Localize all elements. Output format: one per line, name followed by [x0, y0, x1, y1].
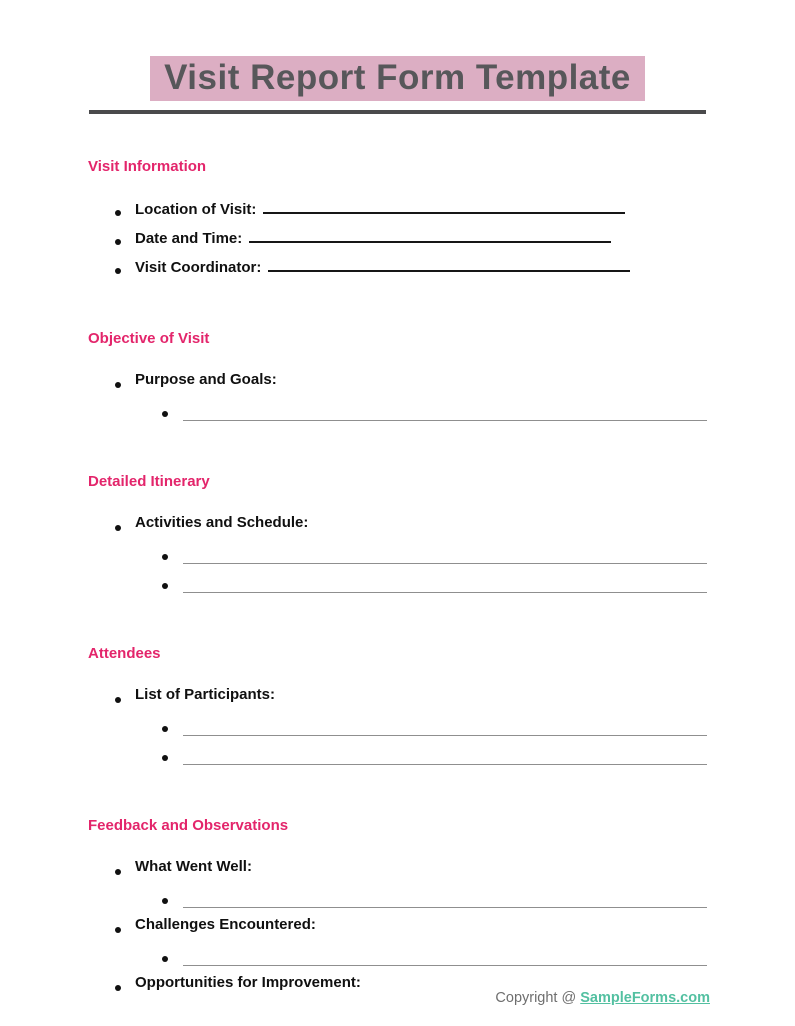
form-field-row	[88, 199, 707, 228]
write-line-row	[162, 543, 707, 572]
section-items	[88, 858, 707, 1003]
section-items	[88, 514, 707, 601]
section-detailed-itinerary	[88, 473, 707, 601]
write-line-row	[162, 887, 707, 916]
section-items	[88, 371, 707, 429]
footer	[495, 990, 710, 1006]
write-line-row	[162, 744, 707, 773]
bullet-icon	[115, 927, 121, 933]
bullet-icon	[162, 755, 168, 761]
field-label: Opportunities for Improvement:	[135, 973, 361, 991]
section-heading: Visit Information	[88, 157, 207, 175]
title-divider	[89, 110, 706, 114]
page-title: Visit Report Form Template	[150, 56, 645, 101]
bullet-icon	[115, 268, 121, 274]
form-field-row	[88, 514, 707, 543]
bullet-icon	[162, 956, 168, 962]
section-items	[88, 199, 707, 286]
section-heading: Feedback and Observations	[88, 816, 289, 834]
write-line	[183, 894, 707, 908]
form-field-row	[88, 257, 707, 286]
write-line	[183, 579, 707, 593]
fill-in-blank	[249, 228, 611, 243]
form-field-row	[88, 371, 707, 400]
form-field-row	[88, 916, 707, 945]
form-body	[88, 158, 707, 1003]
bullet-icon	[115, 869, 121, 875]
write-line	[183, 751, 707, 765]
form-field-row	[88, 228, 707, 257]
field-label: List of Participants:	[135, 685, 276, 703]
bullet-icon	[162, 898, 168, 904]
document-header	[0, 0, 795, 114]
bullet-icon	[115, 382, 121, 388]
field-label: Activities and Schedule:	[135, 513, 309, 531]
fill-in-blank	[263, 199, 625, 214]
bullet-icon	[162, 726, 168, 732]
brand-link[interactable]: SampleForms.com	[580, 990, 710, 1006]
field-label: Purpose and Goals:	[135, 370, 277, 388]
fill-in-blank	[268, 257, 630, 272]
field-label: Visit Coordinator:	[135, 258, 262, 276]
bullet-icon	[115, 697, 121, 703]
write-line	[183, 722, 707, 736]
write-line	[183, 407, 707, 421]
bullet-icon	[115, 210, 121, 216]
field-label: Challenges Encountered:	[135, 915, 316, 933]
write-line	[183, 550, 707, 564]
section-heading: Objective of Visit	[88, 329, 210, 347]
write-line-row	[162, 572, 707, 601]
write-line-row	[162, 715, 707, 744]
bullet-icon	[115, 985, 121, 991]
section-visit-information	[88, 158, 707, 286]
field-label: Location of Visit:	[135, 200, 257, 218]
write-line	[183, 952, 707, 966]
bullet-icon	[162, 583, 168, 589]
bullet-icon	[115, 525, 121, 531]
write-line-row	[162, 945, 707, 974]
section-heading: Attendees	[88, 644, 161, 662]
copyright-text: Copyright @	[495, 990, 577, 1006]
section-feedback-and-observations	[88, 817, 707, 1003]
form-field-row	[88, 686, 707, 715]
form-field-row	[88, 858, 707, 887]
write-line-row	[162, 400, 707, 429]
section-heading: Detailed Itinerary	[88, 472, 210, 490]
bullet-icon	[162, 554, 168, 560]
field-label: Date and Time:	[135, 229, 243, 247]
field-label: What Went Well:	[135, 857, 252, 875]
section-objective-of-visit	[88, 330, 707, 429]
section-items	[88, 686, 707, 773]
bullet-icon	[162, 411, 168, 417]
bullet-icon	[115, 239, 121, 245]
section-attendees	[88, 645, 707, 773]
